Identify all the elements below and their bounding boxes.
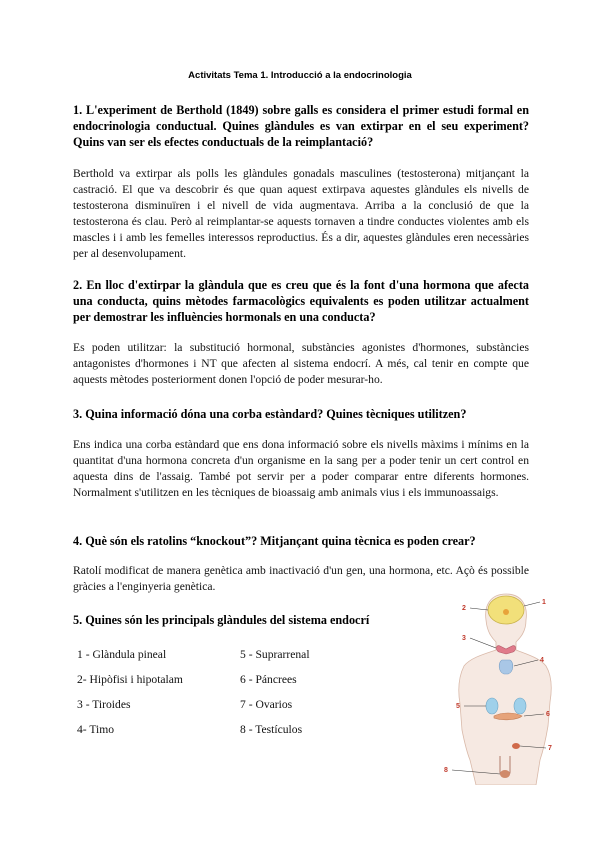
figure-label-6: 6 xyxy=(546,711,550,718)
right-adrenal-shape xyxy=(514,698,526,714)
gland-item-1: 1 - Glàndula pineal xyxy=(77,648,167,661)
gland-item-5: 5 - Suprarrenal xyxy=(240,648,310,661)
question-5: 5. Quines són les principals glàndules del sistema endocrí xyxy=(73,613,370,627)
question-4: 4. Què són els ratolins “knockout”? Mitjançant quina tècnica es poden crear? xyxy=(73,534,476,548)
answer-1: Berthold va extirpar als polls les glàndules gonadals masculines (testosterona) mitjançant la castració. El que va descobrir és que quan aquest extirpava aquestes glàndules els nivells de testosterona disminuïren i el nivell de vida augmentava. Arriba a la conclusió de que la testosterona és clau. Però al reimplantar-se aquests tornaven a tindre conductes violentes amb els mascles i i amb les femelles interessos reproductius. És a dir, aquestes glàndules eren necessàries per al desenvolupament. xyxy=(73,167,529,260)
thymus-shape xyxy=(499,660,513,674)
document-title: Activitats Tema 1. Introducció a la endocrinologia xyxy=(188,70,412,81)
gland-item-2: 2- Hipòfisi i hipotalam xyxy=(77,673,183,686)
leader-line-2 xyxy=(470,608,488,610)
figure-label-8: 8 xyxy=(444,767,448,774)
gland-item-8: 8 - Testículos xyxy=(240,723,303,736)
question-2: 2. En lloc d'extirpar la glàndula que es creu que és la font d'una hormona que afecta una conducta, quins mètodes farmacològics equivalents es poden utilitzar actualment per demostrar les influències hormonals en una conducta? xyxy=(73,278,529,324)
ovary-shape xyxy=(512,743,520,749)
figure-label-1: 1 xyxy=(542,599,546,606)
leader-line-1 xyxy=(524,602,540,606)
question-3: 3. Quina informació dóna una corba estàndard? Quines tècniques utilitzen? xyxy=(73,407,467,421)
question-1: 1. L'experiment de Berthold (1849) sobre galls es considera el primer estudi formal en endocrinologia conductual. Quines glàndules es van extirpar en el seu experiment? Quins van ser els efectes conductuals de la reimplantació? xyxy=(73,103,529,149)
gland-item-7: 7 - Ovarios xyxy=(240,698,293,711)
answer-3: Ens indica una corba estàndard que ens dona informació sobre els nivells màxims i mínims en la quantitat d'una hormona concreta d'un organisme en la sang per a poder tenir un cert control en aquesta dins de l'assaig. També pot servir per a poder comparar entre diferents hormones. Normalment s'utilitzen en les tècniques de bioassaig amb animals vius i els immunoassaigs. xyxy=(73,438,529,499)
testis-shape xyxy=(500,770,510,778)
figure-label-4: 4 xyxy=(540,657,544,664)
leader-line-3 xyxy=(470,638,496,648)
endocrine-system-figure xyxy=(440,580,570,785)
figure-label-7: 7 xyxy=(548,745,552,752)
answer-2: Es poden utilitzar: la substitució hormonal, substàncies agonistes d'hormones, substàncies antagonistes d'hormones i NT que afecten al sistema endocrí. A més, cal tenir en compte que aquests mètodes posteriorment donen l'opció de poder mesurar-ho. xyxy=(73,341,529,386)
figure-label-3: 3 xyxy=(462,635,466,642)
answer-4: Ratolí modificat de manera genètica amb inactivació d'un gen, una hormona, etc. Açò és possible gràcies a l'enginyeria genètica. xyxy=(73,564,529,593)
gland-item-3: 3 - Tiroides xyxy=(77,698,131,711)
gland-item-6: 6 - Páncrees xyxy=(240,673,297,686)
pituitary-shape xyxy=(503,609,509,615)
figure-label-2: 2 xyxy=(462,605,466,612)
gland-item-4: 4- Timo xyxy=(77,723,115,736)
left-adrenal-shape xyxy=(486,698,498,714)
figure-label-5: 5 xyxy=(456,703,460,710)
